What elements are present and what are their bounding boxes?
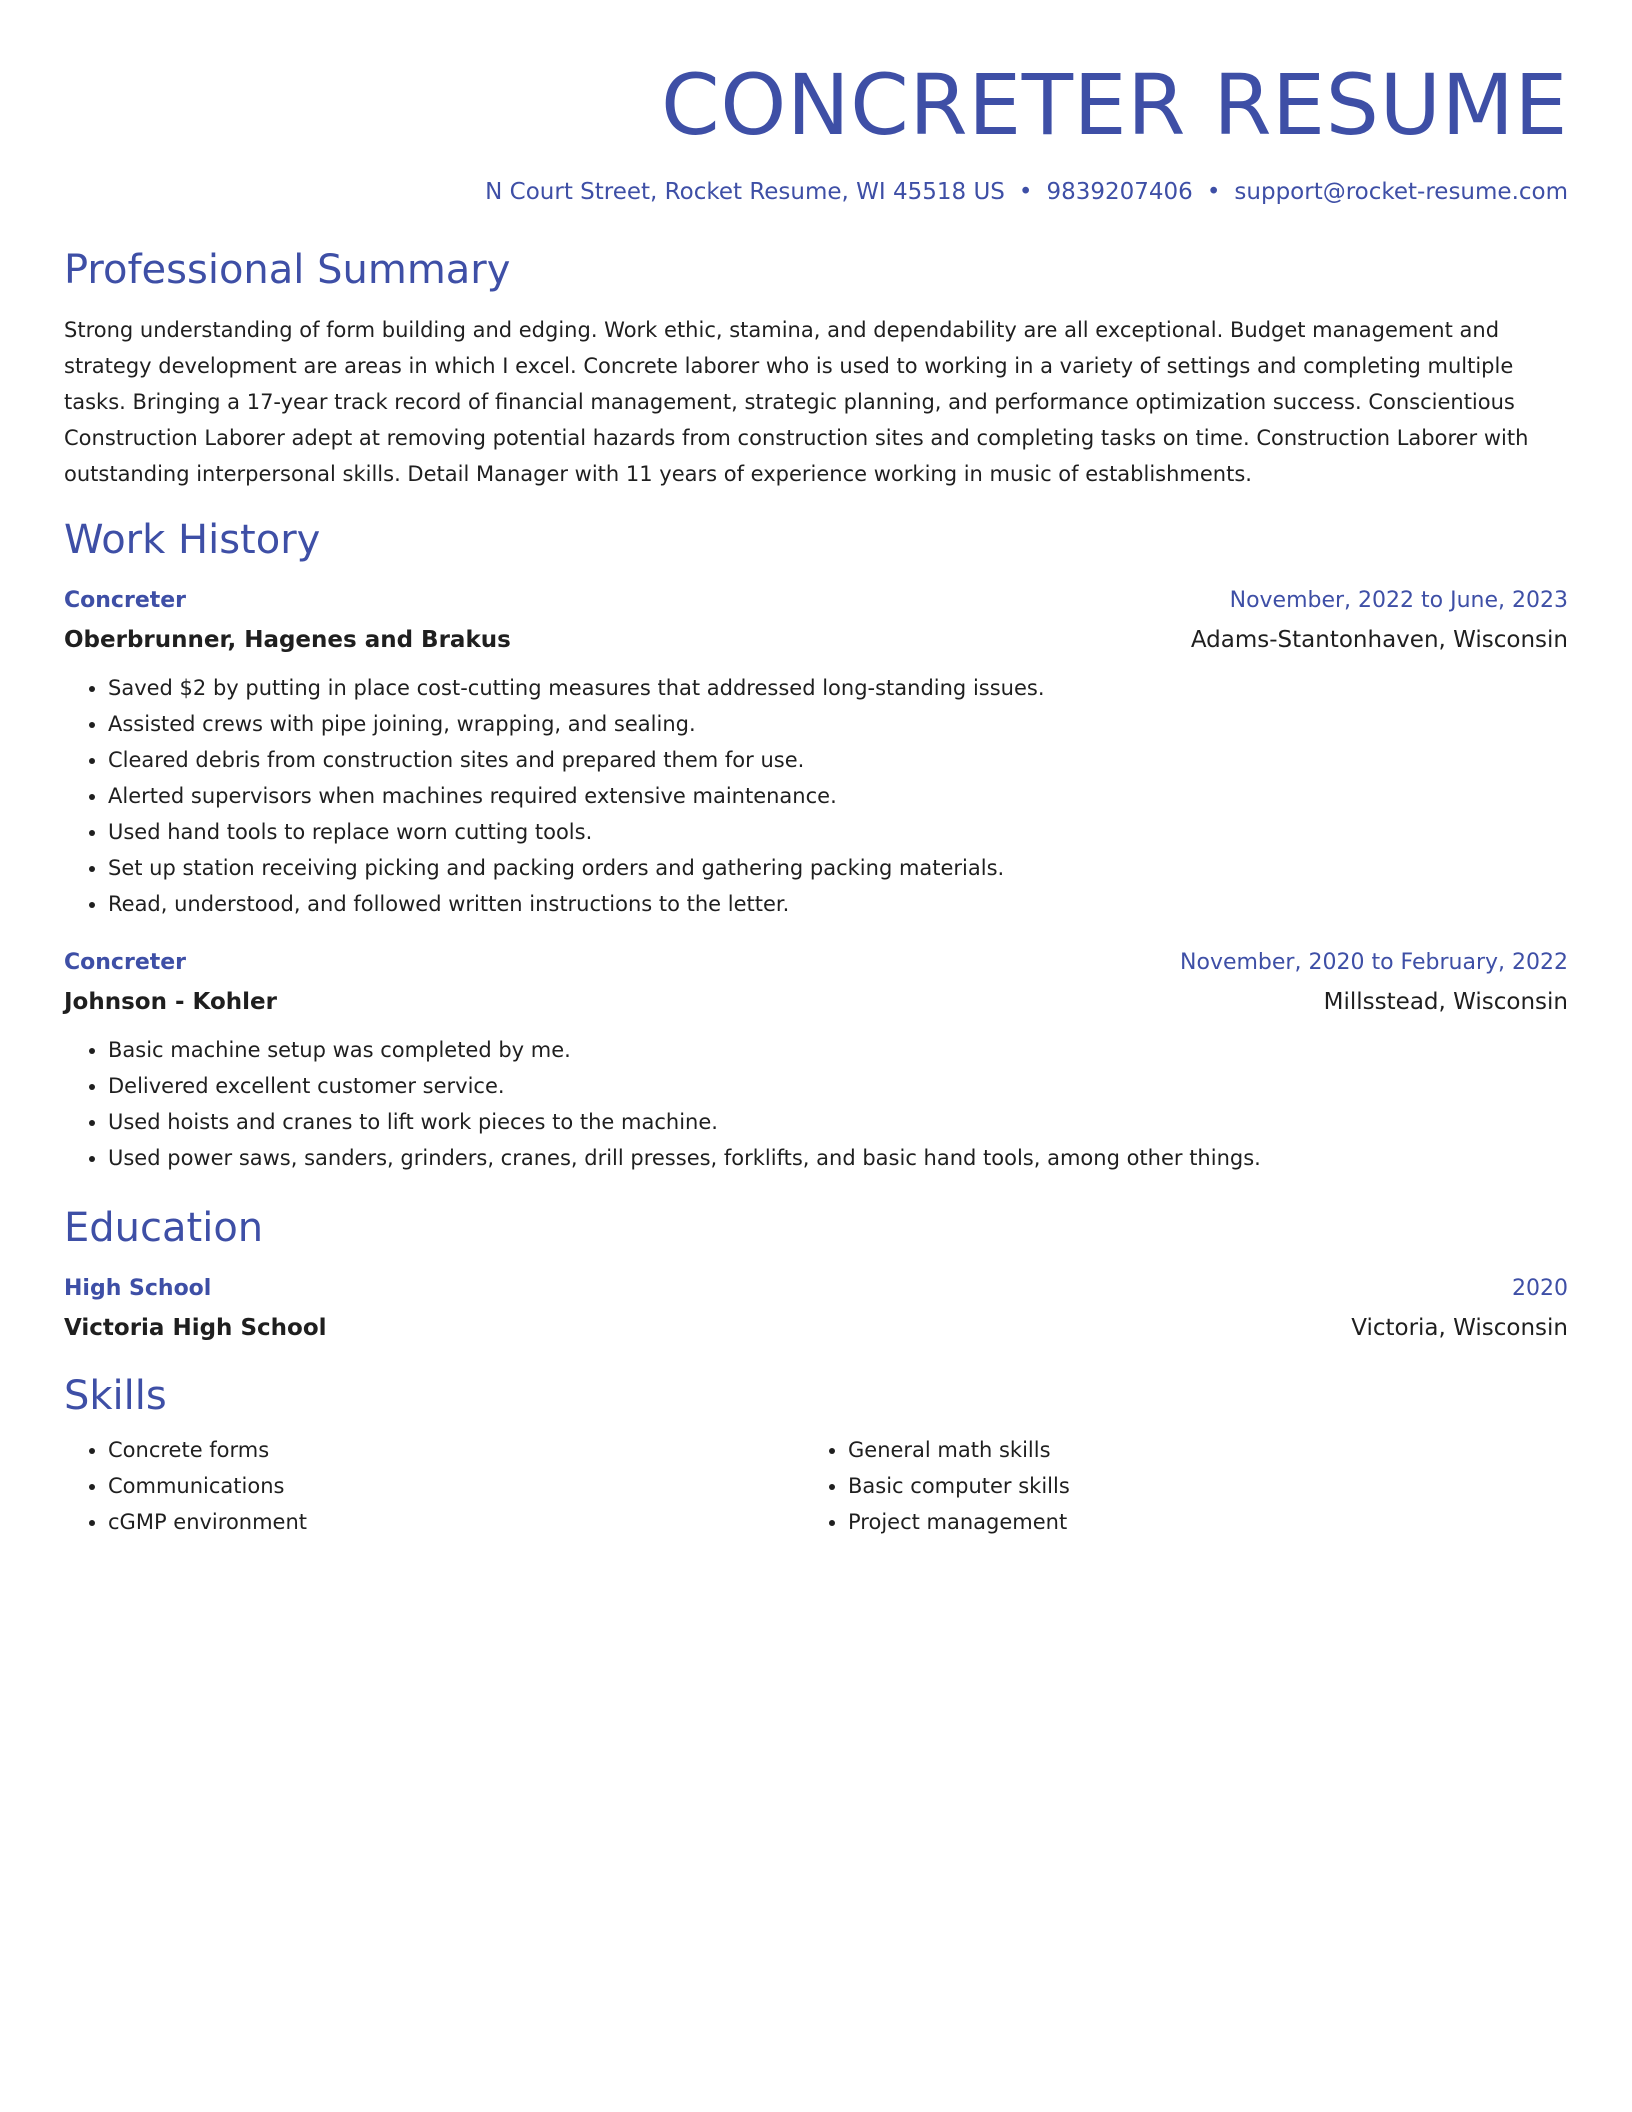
skills-heading: Skills xyxy=(64,1373,167,1419)
education-school: Victoria High School xyxy=(64,1315,327,1341)
job-duty: • Cleared debris from construction sites and prepared them for use. xyxy=(108,742,1568,778)
job-dates: November, 2020 to February, 2022 xyxy=(1180,950,1568,975)
skills-list-left xyxy=(64,1432,804,1540)
job-duty: • Assisted crews with pipe joining, wrapping, and sealing. xyxy=(108,706,1568,742)
job-location: Adams-Stantonhaven, Wisconsin xyxy=(1190,627,1568,653)
skill-item: • General math skills xyxy=(848,1432,1564,1468)
job-duties-list xyxy=(64,1032,1568,1176)
job-entry xyxy=(64,582,1568,922)
summary-text: Strong understanding of form building and edging. Work ethic, stamina, and dependability are all exceptional. Budget management and strategy development are areas in which I excel. Concrete laborer who is used to working in a variety of settings and completing multiple tasks. Bringing a 17-year track record of financial management, strategic planning, and performance optimization success. Conscientious Construction Laborer adept at removing potential hazards from construction sites and completing tasks on time. Construction Laborer with outstanding interpersonal skills. Detail Manager with 11 years of experience working in music of establishments. xyxy=(64,318,1529,486)
job-company: Oberbrunner, Hagenes and Brakus xyxy=(64,627,511,653)
job-duty: • Saved $2 by putting in place cost-cutting measures that addressed long-standing issues. xyxy=(108,670,1568,706)
skill-item: • Concrete forms xyxy=(108,1432,804,1468)
education-year: 2020 xyxy=(1512,1276,1568,1301)
job-duty: • Used power saws, sanders, grinders, cranes, drill presses, forklifts, and basic hand tools, among other things. xyxy=(108,1140,1568,1176)
job-title: Concreter xyxy=(64,950,187,975)
job-company: Johnson - Kohler xyxy=(64,989,277,1015)
education-entry xyxy=(64,1270,1568,1348)
contact-separator: • xyxy=(1206,179,1221,205)
skills-list-right xyxy=(804,1432,1564,1540)
contact-phone: 9839207406 xyxy=(1046,179,1193,205)
education-degree: High School xyxy=(64,1276,212,1301)
education-location: Victoria, Wisconsin xyxy=(1351,1315,1568,1341)
job-duty: • Used hoists and cranes to lift work pieces to the machine. xyxy=(108,1104,1568,1140)
contact-address: N Court Street, Rocket Resume, WI 45518 US xyxy=(485,179,1005,205)
skills-grid xyxy=(64,1432,1568,1540)
job-duty: • Basic machine setup was completed by me. xyxy=(108,1032,1568,1068)
job-dates: November, 2022 to June, 2023 xyxy=(1229,588,1568,613)
job-location: Millsstead, Wisconsin xyxy=(1323,989,1568,1015)
education-heading: Education xyxy=(64,1205,264,1251)
resume-header xyxy=(64,50,1568,208)
contact-separator: • xyxy=(1018,179,1033,205)
job-duty: • Delivered excellent customer service. xyxy=(108,1068,1568,1104)
job-title: Concreter xyxy=(64,588,187,613)
job-duties-list xyxy=(64,670,1568,922)
skill-item: • cGMP environment xyxy=(108,1504,804,1540)
job-duty: • Read, understood, and followed written instructions to the letter. xyxy=(108,886,1568,922)
job-duty: • Set up station receiving picking and packing orders and gathering packing materials. xyxy=(108,850,1568,886)
job-entry xyxy=(64,944,1568,1176)
skill-item: • Project management xyxy=(848,1504,1564,1540)
job-duty: • Used hand tools to replace worn cutting tools. xyxy=(108,814,1568,850)
job-duty: • Alerted supervisors when machines required extensive maintenance. xyxy=(108,778,1568,814)
summary-heading: Professional Summary xyxy=(64,247,511,293)
skill-item: • Communications xyxy=(108,1468,804,1504)
contact-line xyxy=(64,176,1568,208)
skill-item: • Basic computer skills xyxy=(848,1468,1564,1504)
resume-name: CONCRETER RESUME xyxy=(661,56,1568,154)
work-history-heading: Work History xyxy=(64,517,321,563)
contact-email[interactable]: support@rocket-resume.com xyxy=(1234,179,1568,205)
